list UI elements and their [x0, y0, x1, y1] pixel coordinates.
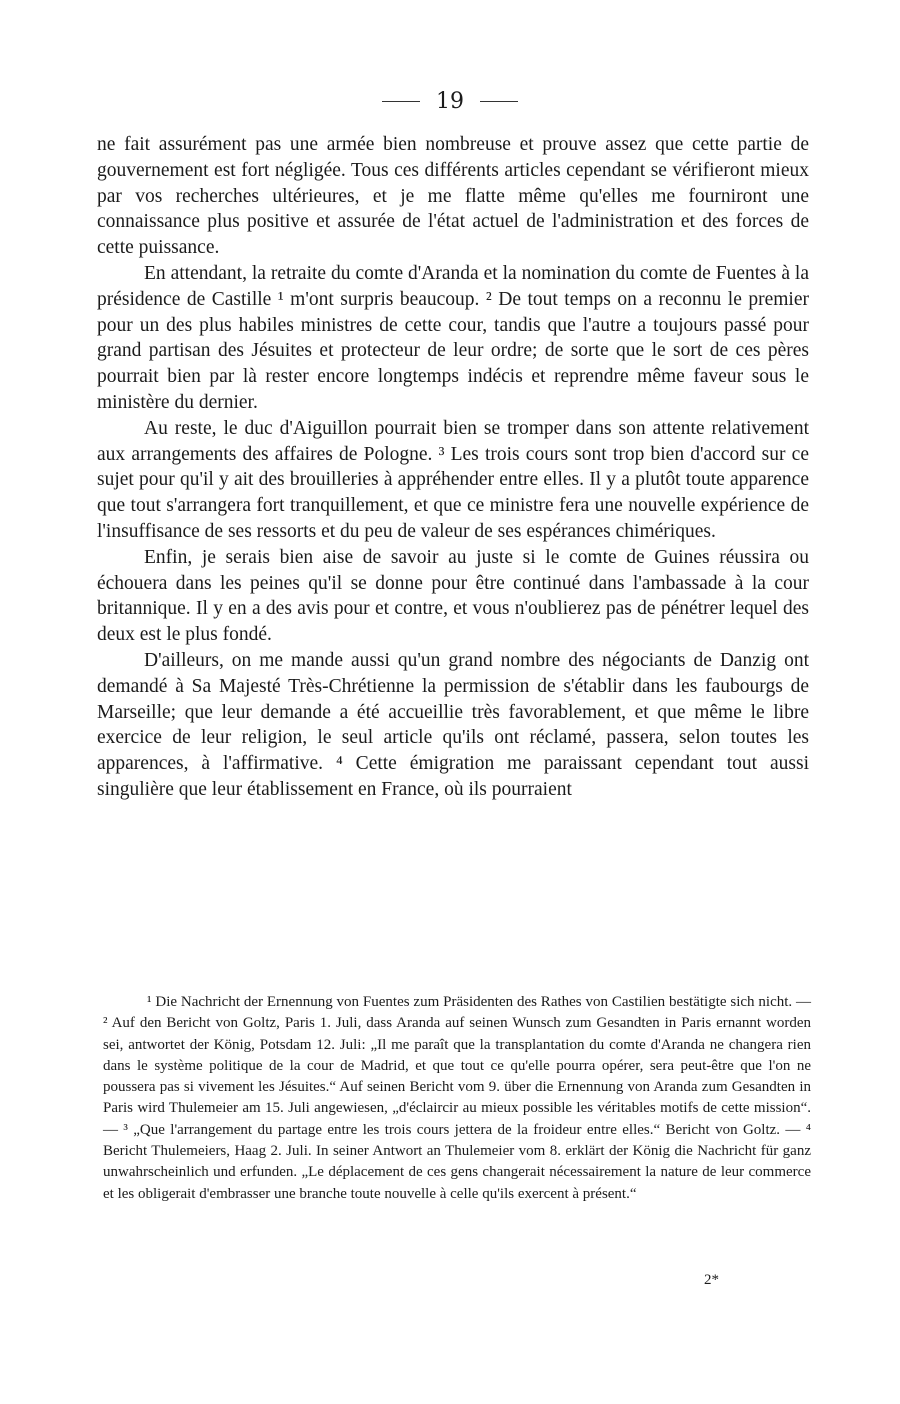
paragraph: ne fait assurément pas une armée bien nombreuse et prouve assez que cette partie de gouvernement est fort négligée. Tous ces différents articles cependant se vérifieront mieux par vos recherches ultérieures, et je me flatte même qu'elles me fourniront une connaissance plus positive et assurée de l'état actuel de l'administration et des forces de cette puissance. [97, 134, 809, 259]
footnote-text: ¹ Die Nachricht der Ernennung von Fuentes zum Präsidenten des Rathes von Castilien bestätigte sich nicht. — ² Auf den Bericht von Goltz, Paris 1. Juli, dass Aranda auf seinen Wunsch zum Gesandten in Paris ernannt worden sei, antwortet der König, Potsdam 12. Juli: „Il me paraît que la transplantation du comte d'Aranda ne changera rien dans le système politique de la cour de Madrid, et que tout ce qu'elle pourra opérer, sera peut-être que l'on ne poussera pas si vivement les Jésuites.“ Auf seinen Bericht vom 9. über die Ernennung von Aranda zum Gesandten in Paris wird Thulemeier am 15. Juli angewiesen, „d'éclaircir au mieux possible les véritables motifs de cette mission“. — ³ „Que l'arrangement du partage entre les trois cours jettera de la froideur entre elles.“ Bericht von Goltz. — ⁴ Bericht Thulemeiers, Haag 2. Juli. In seiner Antwort an Thulemeier vom 8. erklärt der König die Nachricht für ganz unwahrscheinlich und erfunden. „Le déplacement de ces gens changerait nécessairement la nature de leur commerce et les obligerait d'embrasser une branche toute nouvelle à celle qu'ils exercent à présent.“ [103, 994, 811, 1202]
page-header [0, 86, 900, 116]
paragraph: En attendant, la retraite du comte d'Aranda et la nomination du comte de Fuentes à la présidence de Castille ¹ m'ont surpris beaucoup. ² De tout temps on a reconnu le premier pour un des plus habiles ministres de cette cour, tandis que l'autre a toujours passé pour grand partisan des Jésuites et protecteur de leur ordre; de sorte que le sort de ces pères pourrait bien par là rester encore longtemps indécis et reprendre même faveur sous le ministère du dernier. [97, 262, 809, 413]
paragraph: Enfin, je serais bien aise de savoir au juste si le comte de Guines réussira ou échouera dans les peines qu'il se donne pour être continué dans l'ambassade à la cour britannique. Il y en a des avis pour et contre, et vous n'oublierez pas de pénétrer lequel des deux est le plus fondé. [97, 546, 809, 646]
header-rule-left [382, 101, 420, 102]
header-rule-right [480, 101, 518, 102]
signature-mark: 2* [704, 1272, 719, 1288]
page-number: 19 [436, 88, 464, 114]
paragraph: D'ailleurs, on me mande aussi qu'un grand nombre des négociants de Danzig ont demandé à Sa Majesté Très-Chrétienne la permission de s'établir dans les faubourgs de Marseille; que leur demande a été accueillie très favorablement, et que même le libre exercice de leur religion, le seul article qu'ils ont réclamé, passera, selon toutes les apparences, à l'affirmative. ⁴ Cette émigration me paraissant cependant tout aussi singulière que leur établissement en France, où ils pourraient [97, 649, 809, 800]
main-text [97, 132, 809, 803]
paragraph: Au reste, le duc d'Aiguillon pourrait bien se tromper dans son attente relativement aux arrangements des affaires de Pologne. ³ Les trois cours sont trop bien d'accord sur ce sujet pour qu'il y ait des brouilleries à appréhender entre elles. Il y a plutôt toute apparence que tout s'arrangera fort tranquillement, et que ce ministre fera une nouvelle expérience de l'insuffisance de ses ressorts et du peu de valeur de ses espérances chimériques. [97, 417, 809, 542]
footnotes [103, 992, 811, 1205]
